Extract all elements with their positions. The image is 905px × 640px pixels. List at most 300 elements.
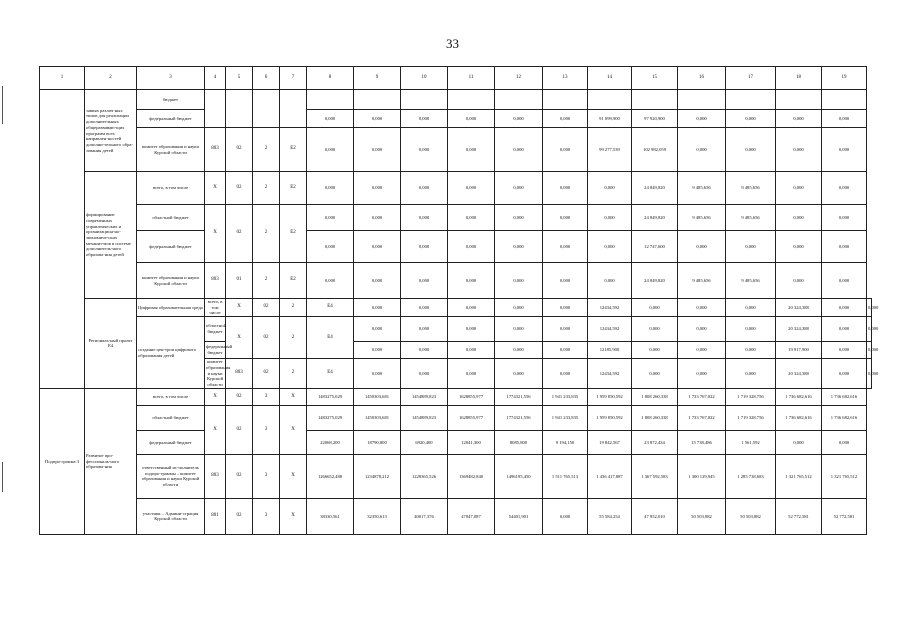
header-cell: 8 xyxy=(307,67,354,90)
page-number: 33 xyxy=(446,36,459,51)
value-cell: 0,000 xyxy=(354,299,401,317)
code-col-4: Х xyxy=(205,172,226,205)
value-cell: 24 849,820 xyxy=(632,263,678,299)
value-cell xyxy=(543,90,588,110)
value-cell: 0,000 xyxy=(354,359,401,389)
value-cell: 52 772,581 xyxy=(822,498,867,534)
value-cell: 0,000 xyxy=(543,317,588,342)
header-cell: 7 xyxy=(280,67,307,90)
value-cell: 23 872,434 xyxy=(632,430,678,454)
value-cell: 1496195,450 xyxy=(495,454,543,498)
value-cell: 0,000 xyxy=(543,231,588,263)
header-cell: 3 xyxy=(137,67,205,90)
code-col-6: 3 xyxy=(253,405,280,454)
funding-source: федеральный бюджет xyxy=(205,342,226,359)
value-cell: 0,000 xyxy=(354,110,401,128)
value-cell: 0,000 xyxy=(543,172,588,205)
value-cell: 0,000 xyxy=(822,359,867,389)
value-cell: 0,000 xyxy=(448,359,495,389)
value-cell: 0,000 xyxy=(495,205,543,231)
value-cell: 1 719 328,756 xyxy=(726,405,776,430)
value-cell: 91 099,900 xyxy=(588,110,632,128)
value-cell: 0,000 xyxy=(588,172,632,205)
value-cell xyxy=(678,90,726,110)
value-cell: 0,000 xyxy=(632,359,678,389)
value-cell: 1628855,977 xyxy=(448,388,495,405)
binding-mark xyxy=(2,86,3,124)
value-cell: 0,000 xyxy=(401,231,448,263)
header-cell: 12 xyxy=(495,67,543,90)
value-cell: 20 324,388 xyxy=(776,359,822,389)
value-cell: 0,000 xyxy=(448,263,495,299)
code-col-6: 2 xyxy=(280,317,307,359)
header-cell: 14 xyxy=(588,67,632,90)
value-cell: 0,000 xyxy=(495,317,543,342)
value-cell: 0,000 xyxy=(678,359,726,389)
value-cell: 0,000 xyxy=(678,342,726,359)
value-cell: 1 321 765,512 xyxy=(776,454,822,498)
value-cell: 0,000 xyxy=(822,342,867,359)
value-cell: 1450303,681 xyxy=(354,388,401,405)
table-row xyxy=(40,90,872,110)
value-cell: 0,000 xyxy=(726,317,776,342)
value-cell: 1 300 129,945 xyxy=(678,454,726,498)
code-col-4: 803 xyxy=(205,263,226,299)
code-col-4: 803 xyxy=(205,128,226,172)
event-name: завиях различ-ных типов для реализации дополнительных общеразвиваю-щих программ всех направлен-ностей дополни-тельного обра-зования детей xyxy=(85,90,137,172)
funding-source: федеральный бюджет xyxy=(137,110,205,128)
funding-source: комитет образования и науки Курской области xyxy=(137,263,205,299)
funding-source: всего, в том числе xyxy=(137,388,205,405)
table-row xyxy=(40,205,872,231)
value-cell: 12434,592 xyxy=(588,299,632,317)
value-cell: 0,000 xyxy=(448,172,495,205)
code-col-6: 2 xyxy=(253,263,280,299)
funding-source: всего, в том числе xyxy=(137,172,205,205)
value-cell: 12185,900 xyxy=(588,342,632,359)
value-cell: 0,000 xyxy=(401,205,448,231)
value-cell: 0,000 xyxy=(867,342,872,359)
value-cell: 0,000 xyxy=(726,299,776,317)
value-cell: 1 808 260,338 xyxy=(632,388,678,405)
value-cell: 1369482,840 xyxy=(448,454,495,498)
value-cell: 0,000 xyxy=(776,430,822,454)
value-cell: 0,000 xyxy=(678,110,726,128)
value-cell: 1774321,556 xyxy=(495,388,543,405)
header-cell: 10 xyxy=(401,67,448,90)
value-cell: 19 842,567 xyxy=(588,430,632,454)
value-cell: 0,000 xyxy=(543,205,588,231)
value-cell xyxy=(307,90,354,110)
code-col-4: Х xyxy=(226,299,253,317)
table-row xyxy=(40,110,872,128)
value-cell: 0,000 xyxy=(401,317,448,342)
value-cell: 0,000 xyxy=(448,342,495,359)
funding-source: участник – Админи-страция Курской области xyxy=(137,498,205,534)
value-cell: 99 277,539 xyxy=(588,128,632,172)
value-cell: 1454889,823 xyxy=(401,388,448,405)
value-cell: 9 485,656 xyxy=(678,263,726,299)
value-cell xyxy=(401,90,448,110)
funding-source: областной бюджет xyxy=(137,205,205,231)
value-cell: 1450303,681 xyxy=(354,405,401,430)
value-cell: 47047,087 xyxy=(448,498,495,534)
binding-mark xyxy=(2,462,3,492)
value-cell: 0,000 xyxy=(448,231,495,263)
table-row xyxy=(40,172,872,205)
value-cell: 1234878,212 xyxy=(354,454,401,498)
funding-source: всего, в том числе xyxy=(205,299,226,317)
section-cell xyxy=(40,90,85,389)
code-col-5: 02 xyxy=(226,498,253,534)
table-row xyxy=(40,231,872,263)
value-cell: 1 736 682,616 xyxy=(822,405,867,430)
header-cell: 16 xyxy=(678,67,726,90)
funding-source: комитет образования и науки Курской области xyxy=(137,128,205,172)
value-cell: 9 485,656 xyxy=(678,205,726,231)
value-cell: 0,000 xyxy=(495,110,543,128)
value-cell: 1 736 682,616 xyxy=(776,405,822,430)
value-cell: 0,000 xyxy=(726,231,776,263)
value-cell: 55 584,254 xyxy=(588,498,632,534)
code-col-7: Е2 xyxy=(280,263,307,299)
value-cell: 0,000 xyxy=(401,359,448,389)
value-cell: 0,000 xyxy=(678,317,726,342)
value-cell xyxy=(588,90,632,110)
code-col-5 xyxy=(226,90,253,128)
code-col-4: Х xyxy=(205,388,226,405)
value-cell: 0,000 xyxy=(354,172,401,205)
value-cell: 24 849,820 xyxy=(632,205,678,231)
value-cell xyxy=(822,90,867,110)
code-col-4: 803 xyxy=(226,359,253,389)
value-cell: 0,000 xyxy=(307,128,354,172)
value-cell: 12434,592 xyxy=(588,359,632,389)
value-cell: 0,000 xyxy=(495,342,543,359)
code-col-5: 02 xyxy=(226,205,253,263)
value-cell: 1454889,823 xyxy=(401,405,448,430)
code-col-7: Е4 xyxy=(307,359,354,389)
value-cell: 0,000 xyxy=(822,205,867,231)
value-cell: 0,000 xyxy=(632,299,678,317)
value-cell: 0,000 xyxy=(307,110,354,128)
header-cell: 9 xyxy=(354,67,401,90)
value-cell: 1 436 417,887 xyxy=(588,454,632,498)
header-cell: 13 xyxy=(543,67,588,90)
value-cell: 0,000 xyxy=(726,359,776,389)
code-col-6: 3 xyxy=(253,388,280,405)
value-cell: 0,000 xyxy=(776,231,822,263)
code-col-7: Е4 xyxy=(307,317,354,359)
value-cell: 1 561,592 xyxy=(726,430,776,454)
funding-source: федеральный бюджет xyxy=(137,430,205,454)
value-cell: 50 503,882 xyxy=(678,498,726,534)
value-cell: 19 917,900 xyxy=(776,342,822,359)
value-cell: 0,000 xyxy=(822,299,867,317)
header-cell: 1 xyxy=(40,67,85,90)
value-cell: 0,000 xyxy=(495,359,543,389)
value-cell: 0,000 xyxy=(543,342,588,359)
code-col-5: 02 xyxy=(226,388,253,405)
value-cell: 54401,901 xyxy=(495,498,543,534)
value-cell: 0,000 xyxy=(354,317,401,342)
value-cell: 1 367 592,583 xyxy=(632,454,678,498)
code-col-4: Х xyxy=(226,317,253,359)
value-cell: 1266652,488 xyxy=(307,454,354,498)
value-cell: 1628855,977 xyxy=(448,405,495,430)
value-cell: 0,000 xyxy=(448,299,495,317)
value-cell: 0,000 xyxy=(401,263,448,299)
value-cell: 15 738,486 xyxy=(678,430,726,454)
code-col-5: 02 xyxy=(253,317,280,359)
code-col-7: Х xyxy=(280,454,307,498)
code-col-7: Е4 xyxy=(307,299,354,317)
code-col-7: Х xyxy=(280,405,307,454)
value-cell: 0,000 xyxy=(822,128,867,172)
value-cell: 0,000 xyxy=(543,128,588,172)
value-cell: 12 747,600 xyxy=(632,231,678,263)
value-cell: 12041,300 xyxy=(448,430,495,454)
value-cell: 0,000 xyxy=(401,110,448,128)
value-cell: 1 321 765,512 xyxy=(822,454,867,498)
value-cell: 1228365,526 xyxy=(401,454,448,498)
code-col-7: Х xyxy=(280,388,307,405)
code-col-6: 3 xyxy=(253,454,280,498)
value-cell: 0,000 xyxy=(354,128,401,172)
value-cell: 1 941 233,835 xyxy=(543,405,588,430)
value-cell xyxy=(354,90,401,110)
value-cell: 0,000 xyxy=(822,172,867,205)
value-cell: 0,000 xyxy=(726,342,776,359)
value-cell: 9 485,656 xyxy=(726,172,776,205)
header-row xyxy=(40,67,872,90)
value-cell: 1483275,029 xyxy=(307,405,354,430)
code-col-6: 2 xyxy=(253,172,280,205)
value-cell: 97 920,900 xyxy=(632,110,678,128)
value-cell: 0,000 xyxy=(776,172,822,205)
code-col-4: 801 xyxy=(205,498,226,534)
value-cell: 0,000 xyxy=(822,263,867,299)
event-name: Цифровая образовательная среда xyxy=(137,299,205,317)
code-col-6: 2 xyxy=(253,205,280,263)
funding-source: комитет образования и науки Курской области xyxy=(206,359,231,388)
value-cell: 0,000 xyxy=(678,299,726,317)
value-cell: 9 485,656 xyxy=(678,172,726,205)
value-cell: 9 485,656 xyxy=(726,205,776,231)
value-cell: 0,000 xyxy=(867,299,872,317)
value-cell: 0,000 xyxy=(867,317,872,342)
value-cell xyxy=(495,90,543,110)
value-cell: 0,000 xyxy=(307,231,354,263)
value-cell: 1 959 850,592 xyxy=(588,388,632,405)
table-row xyxy=(40,498,872,534)
value-cell: 0,000 xyxy=(401,172,448,205)
value-cell: 20 324,388 xyxy=(776,299,822,317)
value-cell: 0,000 xyxy=(354,263,401,299)
value-cell: 1 285 738,683 xyxy=(726,454,776,498)
table-row xyxy=(40,405,872,430)
value-cell: 9 485,656 xyxy=(726,263,776,299)
code-col-5: 02 xyxy=(253,359,280,389)
value-cell: 0,000 xyxy=(495,231,543,263)
value-cell: 40017,376 xyxy=(401,498,448,534)
value-cell: 102 982,059 xyxy=(632,128,678,172)
value-cell: 0,000 xyxy=(822,231,867,263)
value-cell: 8085,800 xyxy=(495,430,543,454)
table-row xyxy=(40,454,872,498)
code-col-7: Е2 xyxy=(280,128,307,172)
event-name: создание цен-тров цифрового образования детей xyxy=(137,317,205,389)
value-cell: 0,000 xyxy=(401,342,448,359)
funding-source: бюджет xyxy=(137,90,205,110)
value-cell: 38330,561 xyxy=(307,498,354,534)
code-col-7: Е2 xyxy=(280,205,307,263)
value-cell: 1 941 233,835 xyxy=(543,388,588,405)
event-name: формирование современных управленческих и организацион-но- экономиче-ских механиз-мов в системе дополнитель-ного образова-ния детей xyxy=(85,172,137,299)
value-cell xyxy=(726,90,776,110)
value-cell: 0,000 xyxy=(448,110,495,128)
header-cell: 5 xyxy=(226,67,253,90)
code-col-5: 02 xyxy=(226,128,253,172)
value-cell: 0,000 xyxy=(543,498,588,534)
value-cell: 0,000 xyxy=(867,359,872,389)
value-cell: 0,000 xyxy=(632,342,678,359)
value-cell: 24 849,820 xyxy=(632,172,678,205)
header-cell: 4 xyxy=(205,67,226,90)
value-cell: 0,000 xyxy=(822,317,867,342)
value-cell: 0,000 xyxy=(307,172,354,205)
value-cell: 0,000 xyxy=(448,317,495,342)
value-cell: 1 733 767,022 xyxy=(678,405,726,430)
value-cell: 0,000 xyxy=(588,205,632,231)
code-col-4: Х xyxy=(205,405,226,454)
funding-source: областной бюджет xyxy=(205,317,226,342)
value-cell: 0,000 xyxy=(401,128,448,172)
value-cell: 50 503,882 xyxy=(726,498,776,534)
header-cell: 11 xyxy=(448,67,495,90)
funding-source: федеральный бюджет xyxy=(137,231,205,263)
value-cell: 32350,613 xyxy=(354,498,401,534)
code-col-6 xyxy=(253,90,280,128)
table-row xyxy=(40,263,872,299)
value-cell: 0,000 xyxy=(543,263,588,299)
table-row xyxy=(40,317,872,342)
table-row xyxy=(40,299,872,317)
value-cell: 1 736 682,616 xyxy=(822,388,867,405)
value-cell: 0,000 xyxy=(307,263,354,299)
value-cell: 0,000 xyxy=(354,205,401,231)
value-cell: 0,000 xyxy=(822,110,867,128)
funding-source: ответственный ис-полнитель подпро-граммы – комитет образования и науки Курской области xyxy=(137,454,205,498)
value-cell: 0,000 xyxy=(543,110,588,128)
value-cell: 0,000 xyxy=(776,263,822,299)
value-cell: 1 719 328,756 xyxy=(726,388,776,405)
code-col-5: 01 xyxy=(226,263,253,299)
value-cell: 0,000 xyxy=(354,342,401,359)
header-cell: 17 xyxy=(726,67,776,90)
value-cell: 0,000 xyxy=(401,299,448,317)
value-cell: 6920,400 xyxy=(401,430,448,454)
budget-table xyxy=(39,66,879,535)
value-cell: 9 194,150 xyxy=(543,430,588,454)
header-cell: 2 xyxy=(85,67,137,90)
code-col-7: Е2 xyxy=(280,172,307,205)
value-cell xyxy=(776,90,822,110)
value-cell: 52 772,581 xyxy=(776,498,822,534)
value-cell: 0,000 xyxy=(588,231,632,263)
value-cell: 0,000 xyxy=(448,205,495,231)
value-cell: 0,000 xyxy=(307,205,354,231)
value-cell: 0,000 xyxy=(495,263,543,299)
value-cell: 1 959 850,592 xyxy=(588,405,632,430)
table-row xyxy=(40,430,872,454)
value-cell: 18790,800 xyxy=(354,430,401,454)
value-cell: 0,000 xyxy=(354,231,401,263)
value-cell: 0,000 xyxy=(726,110,776,128)
code-col-4: 803 xyxy=(205,454,226,498)
value-cell: 0,000 xyxy=(822,430,867,454)
funding-source: областной бюджет xyxy=(137,405,205,430)
section-cell: Региональ-ный проект Е4 xyxy=(85,299,137,389)
value-cell: 1 733 767,022 xyxy=(678,388,726,405)
section-cell: Подпро-грамма 3 xyxy=(40,388,85,534)
code-col-4: Х xyxy=(205,205,226,263)
code-col-6: 2 xyxy=(253,128,280,172)
value-cell: 1 808 260,338 xyxy=(632,405,678,430)
value-cell: 0,000 xyxy=(543,299,588,317)
code-col-5: 02 xyxy=(253,299,280,317)
value-cell: 12434,592 xyxy=(588,317,632,342)
code-col-5: 02 xyxy=(226,172,253,205)
value-cell: 0,000 xyxy=(448,128,495,172)
value-cell xyxy=(632,90,678,110)
value-cell: 1774321,556 xyxy=(495,405,543,430)
value-cell: 0,000 xyxy=(543,359,588,389)
value-cell: 0,000 xyxy=(495,172,543,205)
value-cell: 1 736 682,616 xyxy=(776,388,822,405)
value-cell: 0,000 xyxy=(632,317,678,342)
value-cell: 1483275,029 xyxy=(307,388,354,405)
code-col-6: 3 xyxy=(253,498,280,534)
code-col-5: 02 xyxy=(226,405,253,454)
code-col-4 xyxy=(205,90,226,128)
header-cell: 18 xyxy=(776,67,822,90)
header-cell: 6 xyxy=(253,67,280,90)
value-cell: 0,000 xyxy=(495,128,543,172)
value-cell: 0,000 xyxy=(776,205,822,231)
header-cell: 15 xyxy=(632,67,678,90)
value-cell: 22068,200 xyxy=(307,430,354,454)
value-cell xyxy=(448,90,495,110)
value-cell: 47 952,010 xyxy=(632,498,678,534)
value-cell: 0,000 xyxy=(678,231,726,263)
code-col-6: 2 xyxy=(280,359,307,389)
header-cell: 19 xyxy=(822,67,867,90)
value-cell: 20 324,388 xyxy=(776,317,822,342)
value-cell: 0,000 xyxy=(588,263,632,299)
table-row xyxy=(40,128,872,172)
value-cell: 0,000 xyxy=(776,128,822,172)
code-col-7 xyxy=(280,90,307,128)
code-col-5: 02 xyxy=(226,454,253,498)
code-col-6: 2 xyxy=(280,299,307,317)
event-name: Развитие про-фессиональ-ного образова-ния xyxy=(85,388,137,534)
table-row xyxy=(40,388,872,405)
value-cell: 0,000 xyxy=(726,128,776,172)
code-col-7: Х xyxy=(280,498,307,534)
value-cell: 1 511 765,513 xyxy=(543,454,588,498)
value-cell: 0,000 xyxy=(678,128,726,172)
